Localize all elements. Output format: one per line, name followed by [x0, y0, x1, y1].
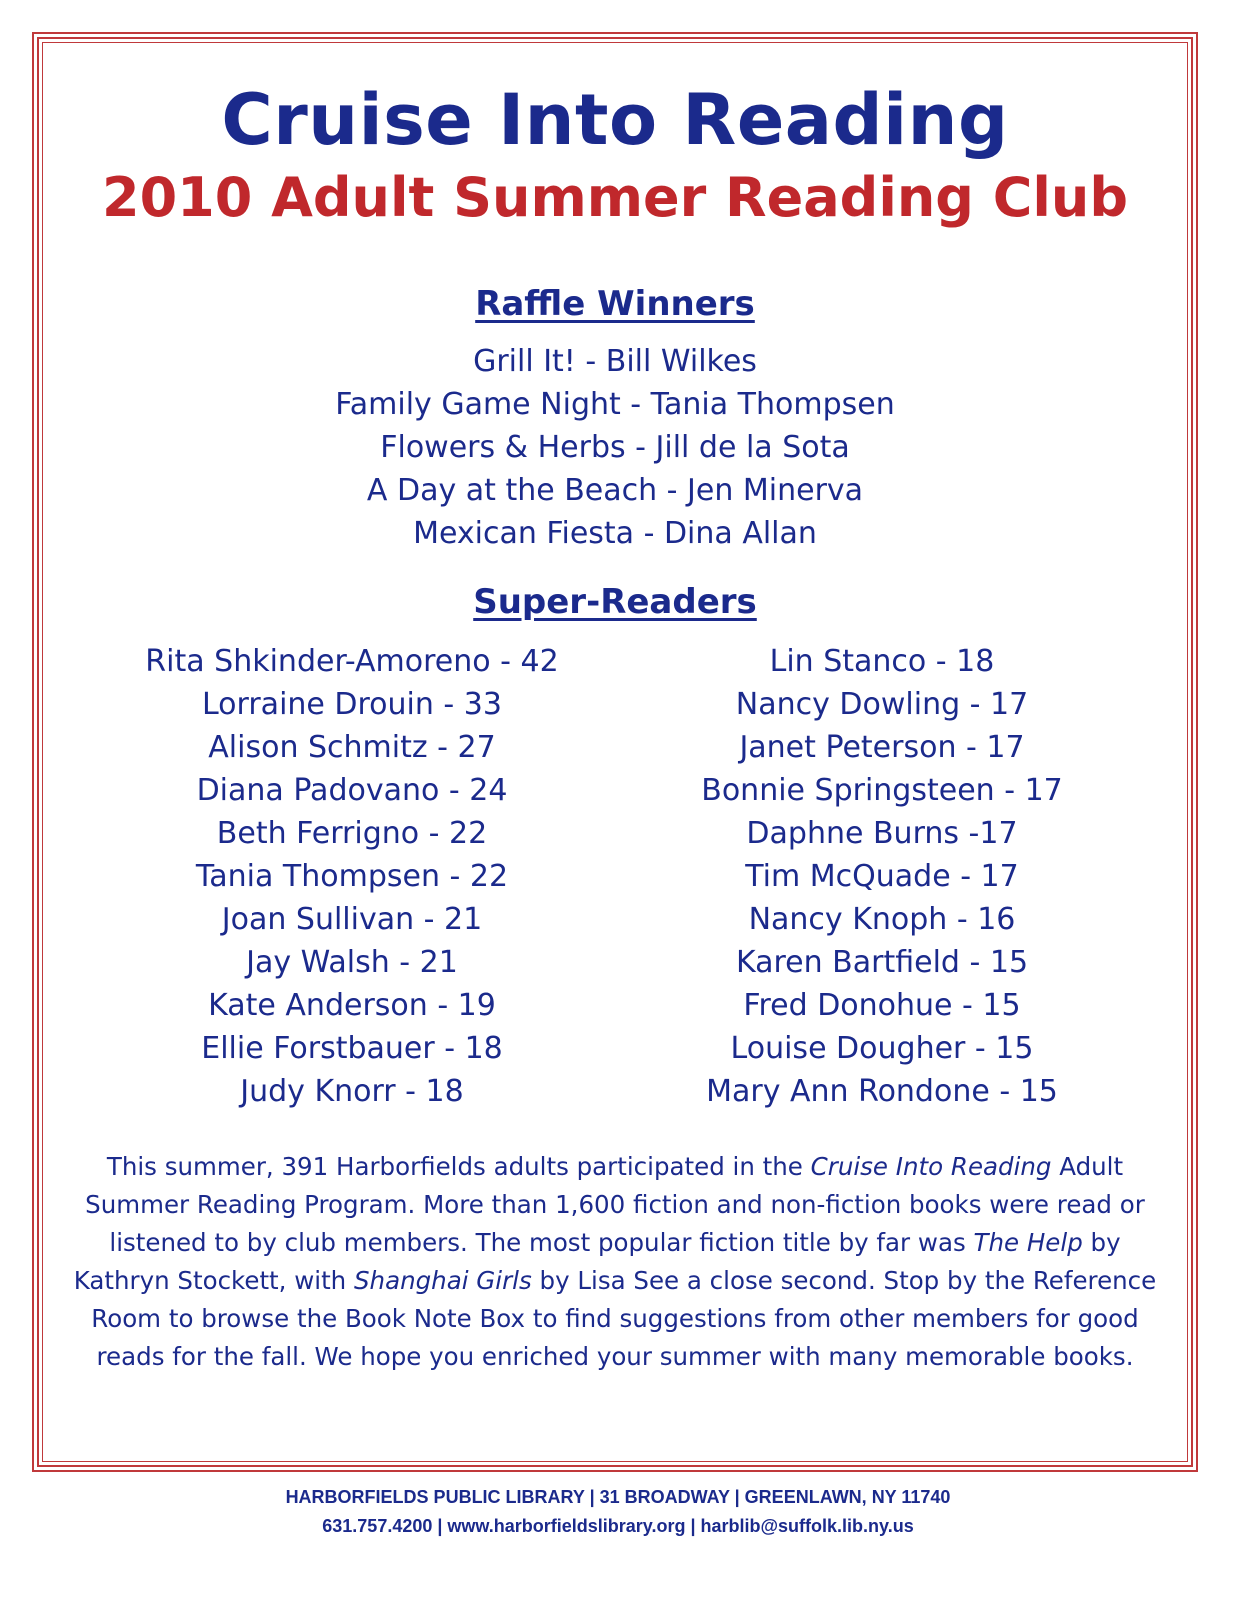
- super-reader-item: Joan Sullivan - 21: [221, 902, 483, 937]
- super-readers-heading: Super-Readers: [473, 582, 757, 622]
- super-reader-item: Nancy Dowling - 17: [735, 687, 1029, 722]
- summary-text: This summer, 391 Harborfields adults participated in the: [106, 1152, 811, 1181]
- super-readers-left-column: [82, 640, 622, 1113]
- footer-contact: 631.757.4200 | www.harborfieldslibrary.org | harblib@suffolk.lib.ny.us: [322, 1516, 914, 1536]
- book-title: Shanghai Girls: [354, 1266, 532, 1295]
- page-subtitle: 2010 Adult Summer Reading Club: [102, 166, 1128, 229]
- summary-paragraph: [72, 1148, 1158, 1376]
- super-reader-item: Fred Donohue - 15: [743, 988, 1021, 1023]
- raffle-item: Grill It! - Bill Wilkes: [473, 344, 757, 379]
- book-title: The Help: [973, 1228, 1083, 1257]
- flyer-content: [42, 42, 1188, 1462]
- super-reader-item: Beth Ferrigno - 22: [216, 816, 488, 851]
- super-reader-item: Lin Stanco - 18: [769, 644, 995, 679]
- summary-text: by Lisa See a close second. Stop by the Reference Room to browse the Book Note Box to find suggestions from other members for good reads for the fall. We hope you enriched your summer with many memorable books.: [91, 1266, 1157, 1371]
- super-reader-item: Lorraine Drouin - 33: [202, 687, 502, 722]
- raffle-item: Flowers & Herbs - Jill de la Sota: [380, 430, 850, 465]
- super-reader-item: Bonnie Springsteen - 17: [701, 773, 1063, 808]
- super-reader-item: Tim McQuade - 17: [745, 859, 1019, 894]
- super-reader-item: Karen Bartfield - 15: [735, 945, 1029, 980]
- super-reader-item: Diana Padovano - 24: [196, 773, 508, 808]
- super-reader-item: Tania Thompsen - 22: [195, 859, 509, 894]
- super-reader-item: Janet Peterson - 17: [739, 730, 1025, 765]
- program-title: Cruise Into Reading: [810, 1152, 1052, 1181]
- super-reader-item: Mary Ann Rondone - 15: [706, 1074, 1058, 1109]
- footer-address: HARBORFIELDS PUBLIC LIBRARY | 31 BROADWAY | GREENLAWN, NY 11740: [285, 1487, 951, 1507]
- super-reader-item: Alison Schmitz - 27: [208, 730, 496, 765]
- raffle-winners-list: [42, 340, 1188, 555]
- super-reader-item: Jay Walsh - 21: [246, 945, 458, 980]
- raffle-item: Mexican Fiesta - Dina Allan: [413, 516, 817, 551]
- super-readers-right-column: [622, 640, 1142, 1113]
- super-reader-item: Daphne Burns -17: [746, 816, 1018, 851]
- raffle-winners-heading: Raffle Winners: [475, 284, 755, 324]
- raffle-item: Family Game Night - Tania Thompsen: [335, 387, 895, 422]
- super-reader-item: Ellie Forstbauer - 18: [201, 1031, 503, 1066]
- summary-text: Adult Summer Reading Program. More than 1,600 fiction and non-fiction books were read or listened to by club members. The most popular fiction title by far was: [85, 1152, 1145, 1257]
- super-reader-item: Louise Dougher - 15: [730, 1031, 1034, 1066]
- super-reader-item: Rita Shkinder-Amoreno - 42: [145, 644, 559, 679]
- page-title: Cruise Into Reading: [221, 79, 1009, 161]
- summary-text: by Kathryn Stockett, with: [73, 1228, 1121, 1295]
- raffle-item: A Day at the Beach - Jen Minerva: [366, 473, 864, 508]
- super-reader-item: Kate Anderson - 19: [208, 988, 496, 1023]
- super-reader-item: Nancy Knoph - 16: [748, 902, 1016, 937]
- super-reader-item: Judy Knorr - 18: [240, 1074, 464, 1109]
